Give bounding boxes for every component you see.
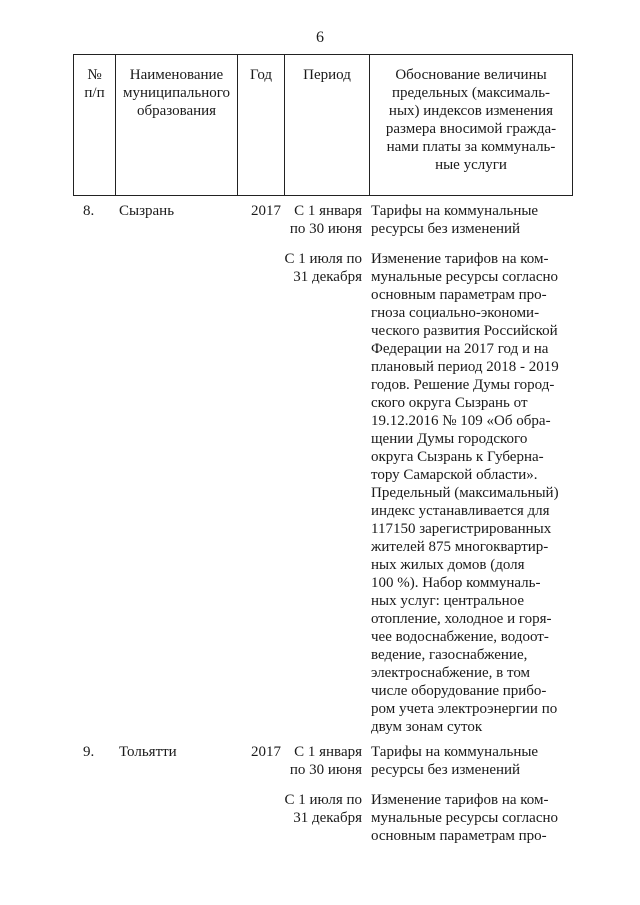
row-period: С 1 января по 30 июня bbox=[289, 203, 362, 237]
header-justification: Обоснование величины предельных (максималь- ных) индексов изменения размера вносимой гражда- нами платы за коммуналь- ные услуги bbox=[385, 67, 557, 173]
header-municipality: Наименование муниципального образования bbox=[116, 55, 238, 195]
row-justification: Тарифы на коммунальные ресурсы без изменений bbox=[371, 744, 539, 778]
table-header bbox=[73, 54, 573, 196]
row-period: С 1 января по 30 июня bbox=[289, 744, 362, 778]
row-justification: Изменение тарифов на ком- мунальные ресурсы согласно основным параметрам про- bbox=[371, 792, 559, 844]
row-number: 8. bbox=[83, 203, 95, 219]
page-number: 6 bbox=[316, 29, 324, 46]
row-year: 2017 bbox=[251, 203, 281, 219]
header-number: № п/п bbox=[74, 55, 116, 195]
row-justification: Тарифы на коммунальные ресурсы без изменений bbox=[371, 203, 539, 237]
header-period: Период bbox=[285, 55, 370, 195]
row-period: С 1 июля по 31 декабря bbox=[284, 251, 362, 285]
row-municipality: Тольятти bbox=[119, 744, 177, 760]
row-year: 2017 bbox=[251, 744, 281, 760]
row-number: 9. bbox=[83, 744, 95, 760]
row-period: С 1 июля по 31 декабря bbox=[284, 792, 362, 826]
header-year: Год bbox=[238, 55, 285, 195]
row-justification: Изменение тарифов на ком- мунальные ресурсы согласно основным параметрам про- гноза социально-экономи- ческого развития Российской Федерации на 2017 год и на плановый период 2018 - 2019 годов. Решение Думы город- ского округа Сызрань от 19.12.2016 № 109 «Об обра- щении Думы городского округа Сызрань к Губерна- тору Самарской области». Предельный (максимальный) индекс устанавливается для 117150 зарегистрированных жителей 875 многоквартир- ных жилых домов (доля 100 %). Набор коммуналь- ных услуг: центральное отопление, холодное и горя- чее водоснабжение, водоот- ведение, газоснабжение, электроснабжение, в том числе оборудование прибо- ром учета электроэнергии по двум зонам суток bbox=[371, 251, 559, 735]
row-municipality: Сызрань bbox=[119, 203, 175, 219]
